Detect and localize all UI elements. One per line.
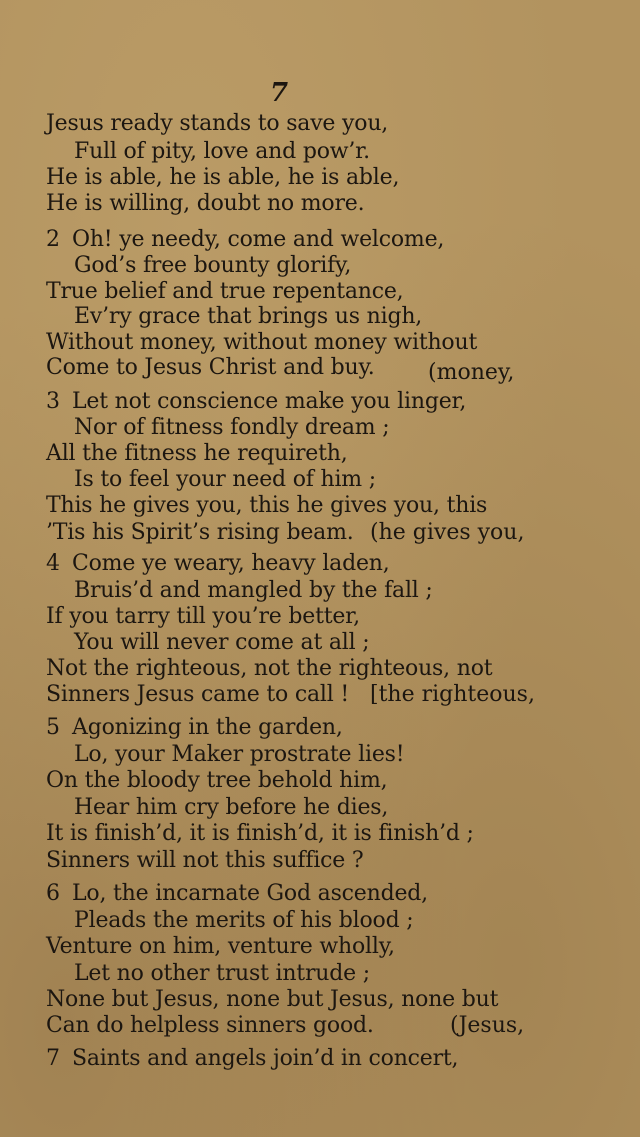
- verse-line: True belief and true repentance,: [46, 279, 404, 304]
- verse-line: He is able, he is able, he is able,: [46, 165, 400, 190]
- verse-text: Lo, the incarnate God ascended,: [72, 881, 428, 906]
- verse-line: Jesus ready stands to save you,: [46, 111, 389, 136]
- verse-line: This he gives you, this he gives you, this: [46, 493, 488, 518]
- verse-line: Nor of fitness fondly dream ;: [74, 415, 390, 440]
- verse-line: Full of pity, love and pow’r.: [74, 139, 370, 164]
- page-number: 7: [270, 78, 289, 108]
- stanza-number: 4: [46, 551, 60, 576]
- stanza-number: 3: [46, 389, 60, 414]
- verse-text: Let not conscience make you linger,: [72, 389, 467, 414]
- turnover-word: (money,: [428, 360, 515, 385]
- verse-line: It is finish’d, it is finish’d, it is finish’d ;: [46, 821, 474, 846]
- verse-line: Pleads the merits of his blood ;: [74, 908, 414, 933]
- turnover-word: (Jesus,: [450, 1013, 525, 1038]
- verse-line: Can do helpless sinners good.: [46, 1013, 374, 1038]
- verse-line: Hear him cry before he dies,: [74, 795, 389, 820]
- verse-line: [46, 881, 428, 907]
- stanza-number: 5: [46, 715, 60, 740]
- verse-line: Sinners will not this suffice ?: [46, 848, 364, 873]
- turnover-word: (he gives you,: [370, 520, 525, 545]
- stanza-number: 2: [46, 227, 60, 252]
- verse-line: Lo, your Maker prostrate lies!: [74, 742, 405, 767]
- verse-line: ’Tis his Spirit’s rising beam.: [46, 520, 354, 545]
- stanza-number: 6: [46, 881, 60, 906]
- verse-text: Agonizing in the garden,: [72, 715, 343, 740]
- verse-line: [46, 551, 390, 577]
- verse-line: [46, 1046, 458, 1072]
- verse-line: If you tarry till you’re better,: [46, 604, 360, 629]
- verse-line: Bruis’d and mangled by the fall ;: [74, 578, 433, 603]
- verse-line: On the bloody tree behold him,: [46, 768, 388, 793]
- verse-line: Come to Jesus Christ and buy.: [46, 355, 375, 380]
- verse-text: Oh! ye needy, come and welcome,: [72, 227, 445, 252]
- verse-line: None but Jesus, none but Jesus, none but: [46, 987, 499, 1012]
- verse-line: [46, 389, 466, 415]
- stanza-number: 7: [46, 1046, 60, 1071]
- verse-text: Saints and angels join’d in concert,: [72, 1046, 459, 1071]
- verse-line: Ev’ry grace that brings us nigh,: [74, 304, 423, 329]
- verse-text: Come ye weary, heavy laden,: [72, 551, 390, 576]
- verse-line: [46, 227, 444, 253]
- verse-line: God’s free bounty glorify,: [74, 253, 352, 278]
- verse-line: Let no other trust intrude ;: [74, 961, 370, 986]
- verse-line: He is willing, doubt no more.: [46, 191, 365, 216]
- verse-line: You will never come at all ;: [74, 630, 370, 655]
- verse-line: Without money, without money without: [46, 330, 478, 355]
- verse-line: Sinners Jesus came to call !: [46, 682, 349, 707]
- verse-line: All the fitness he requireth,: [46, 441, 348, 466]
- verse-line: [46, 715, 343, 741]
- verse-line: Is to feel your need of him ;: [74, 467, 376, 492]
- verse-line: Venture on him, venture wholly,: [46, 934, 395, 959]
- turnover-word: [the righteous,: [370, 682, 535, 707]
- verse-line: Not the righteous, not the righteous, not: [46, 656, 493, 681]
